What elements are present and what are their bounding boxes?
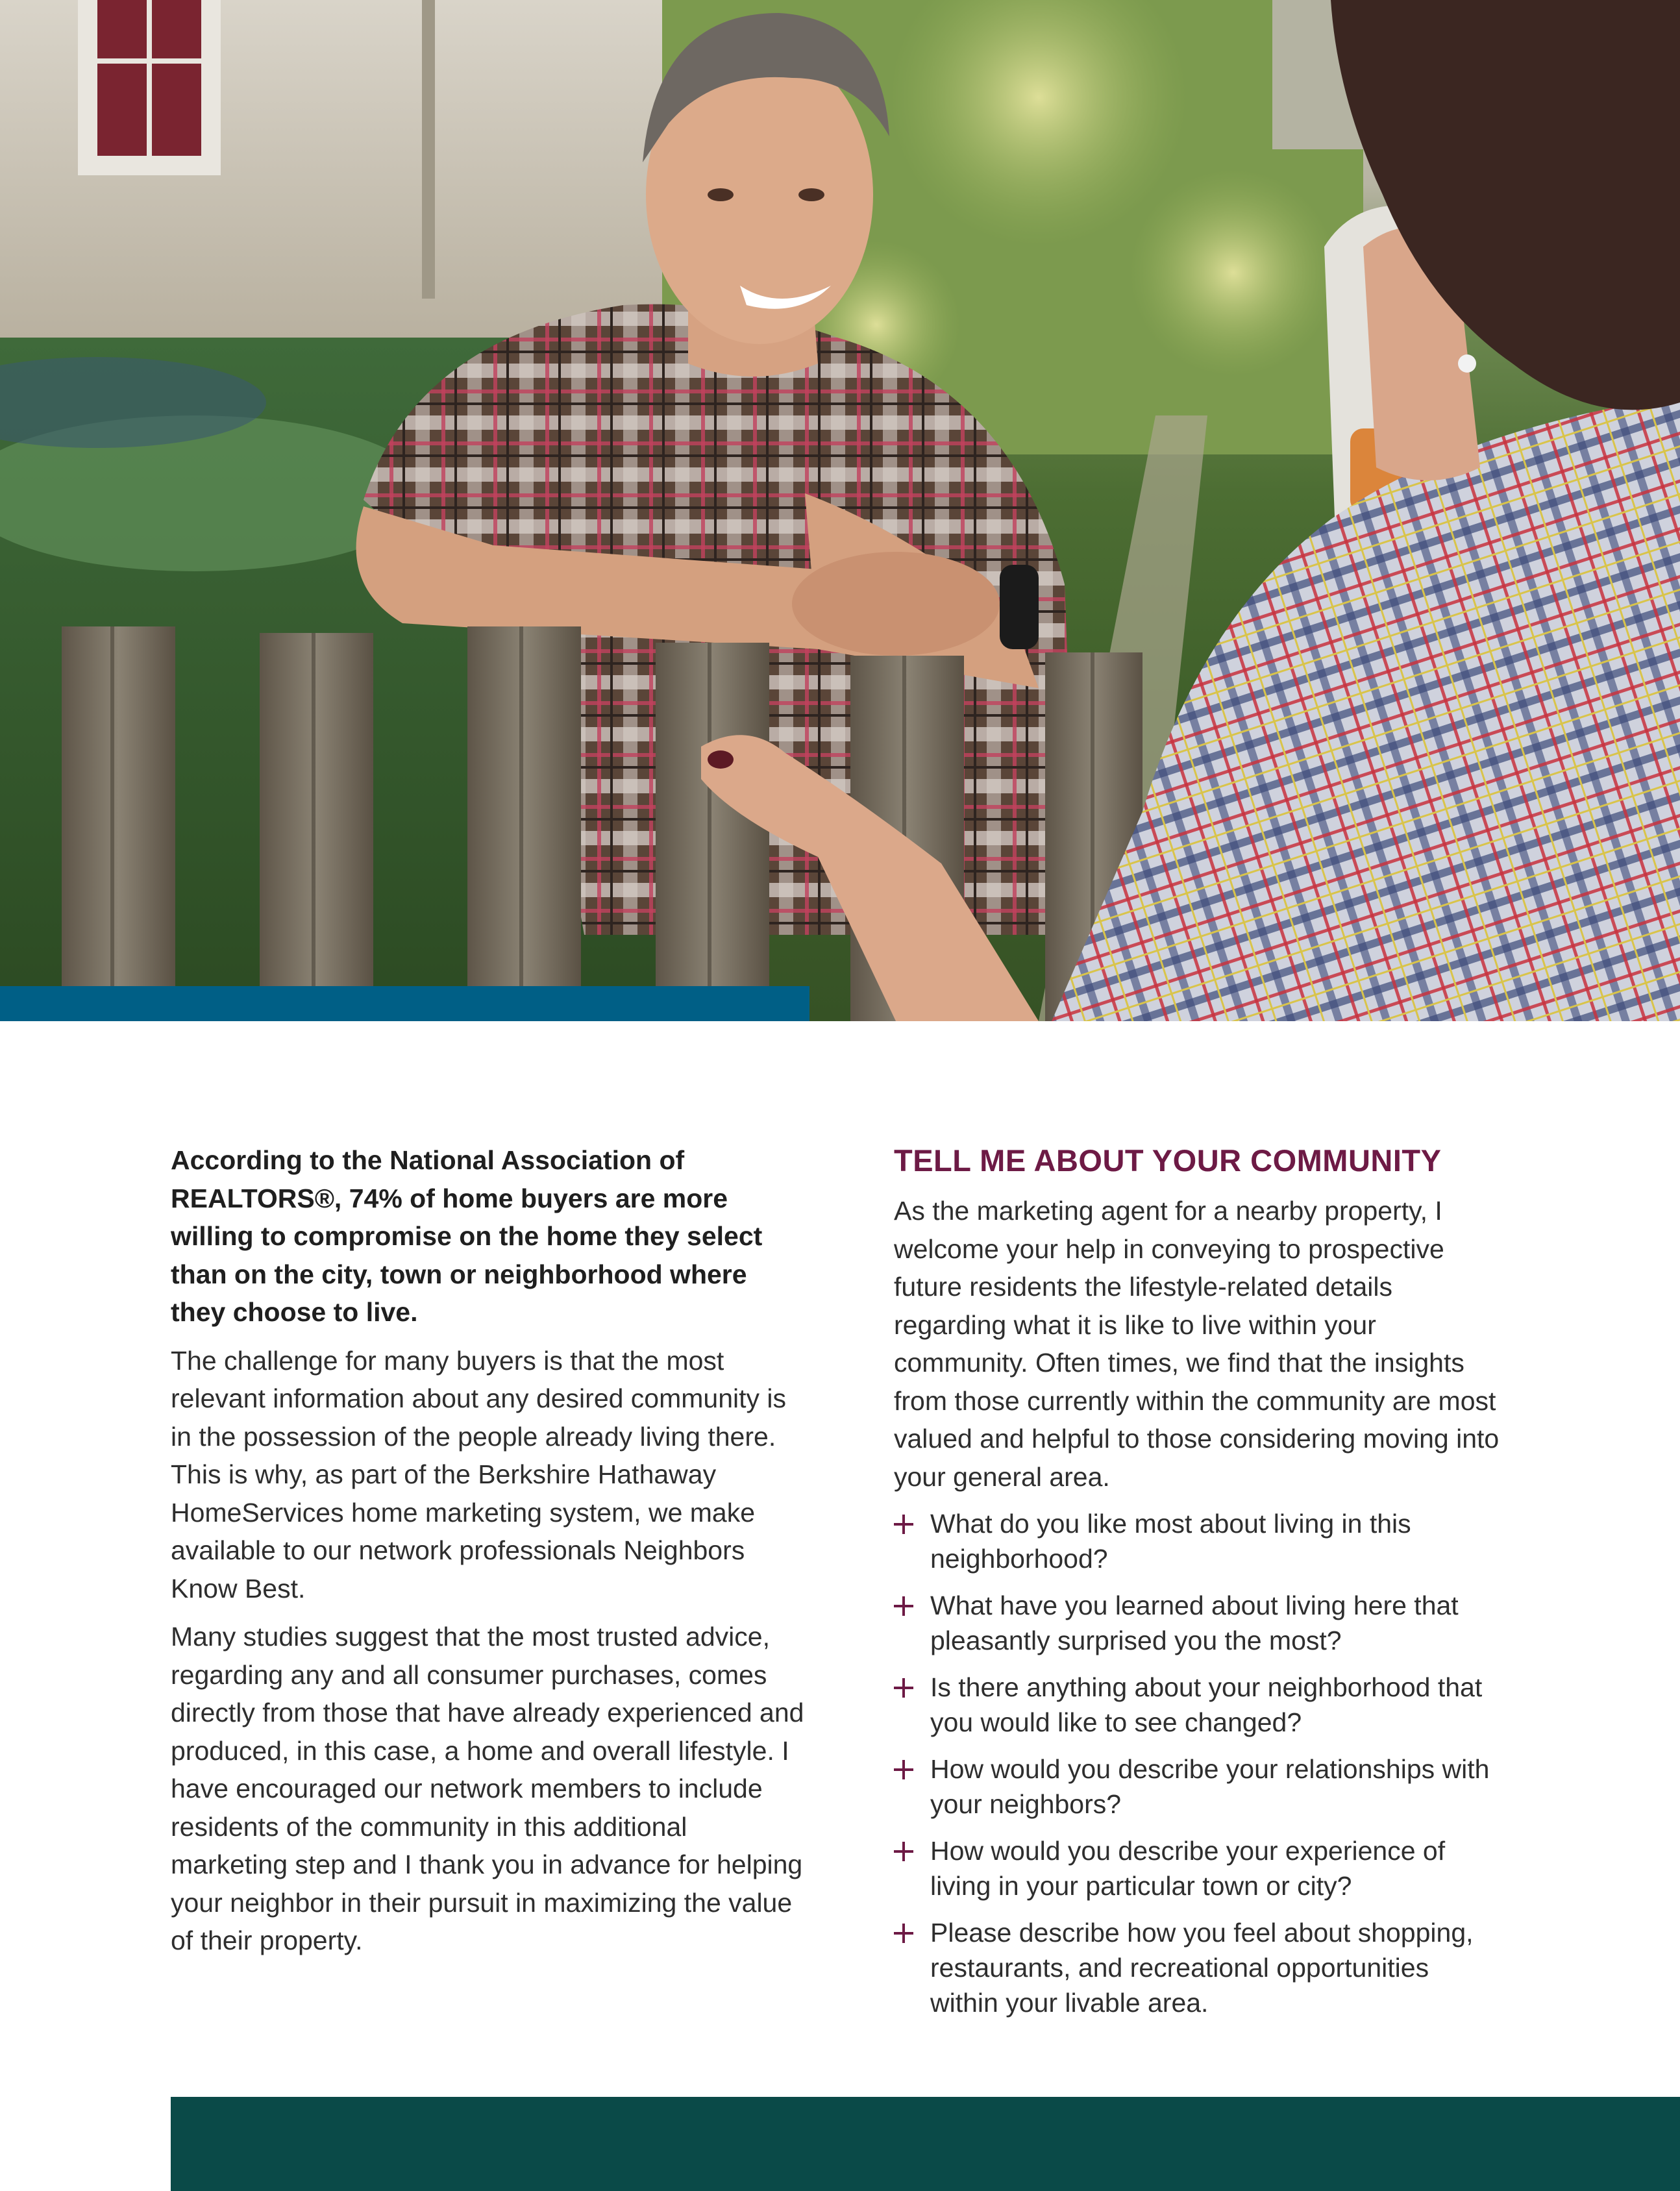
list-item — [894, 1506, 1504, 1576]
question-text: Please describe how you feel about shopping, restaurants, and recreational opportunities within your livable area. — [930, 1918, 1474, 2018]
intro-paragraph: As the marketing agent for a nearby property, I welcome your help in conveying to prospective future residents the lifestyle-related details regarding what it is like to live within your community. Often times, we find that the insights from those currently within the community are most valued and helpful to those considering moving into your general area. — [894, 1196, 1500, 1492]
right-column — [894, 1141, 1504, 2032]
footer-band — [171, 2097, 1680, 2191]
lead-statement: According to the National Association of REALTORS®, 74% of home buyers are more willing to compromise on the home they select than on the city, town or neighborhood where they choose to live. — [171, 1145, 763, 1327]
list-item — [894, 1588, 1504, 1658]
list-item — [894, 1670, 1504, 1740]
question-text: How would you describe your relationships with your neighbors? — [930, 1754, 1490, 1819]
question-text: What do you like most about living in this neighborhood? — [930, 1509, 1411, 1574]
question-list — [894, 1506, 1504, 2020]
paragraph-studies: Many studies suggest that the most trusted advice, regarding any and all consumer purchases, comes directly from those that have already experienced and produced, in this case, a home and overall lifestyle. I have encouraged our network members to include residents of the community in this additional marketing step and I thank you in advance for helping your neighbor in their pursuit in maximizing the value of their property. — [171, 1622, 804, 1955]
hero-photo — [0, 0, 1680, 1021]
plus-icon — [894, 1924, 913, 1943]
paragraph-challenge: The challenge for many buyers is that the most relevant information about any desired community is in the possession of the people already living there. This is why, as part of the Berkshire Hathaway HomeServices home marketing system, we make available to our network professionals Neighbors Know Best. — [171, 1345, 787, 1603]
question-text: How would you describe your experience of living in your particular town or city? — [930, 1836, 1446, 1901]
list-item — [894, 1752, 1504, 1822]
plus-icon — [894, 1678, 913, 1698]
hero-illustration — [0, 0, 1680, 1021]
plus-icon — [894, 1760, 913, 1779]
question-text: What have you learned about living here that pleasantly surprised you the most? — [930, 1591, 1459, 1655]
section-heading: TELL ME ABOUT YOUR COMMUNITY — [894, 1143, 1442, 1178]
left-column — [171, 1141, 807, 1970]
plus-icon — [894, 1842, 913, 1861]
plus-icon — [894, 1515, 913, 1534]
plus-icon — [894, 1596, 913, 1616]
list-item — [894, 1915, 1504, 2020]
question-text: Is there anything about your neighborhood that you would like to see changed? — [930, 1672, 1483, 1737]
list-item — [894, 1833, 1504, 1903]
hero-accent-band — [0, 986, 809, 1021]
